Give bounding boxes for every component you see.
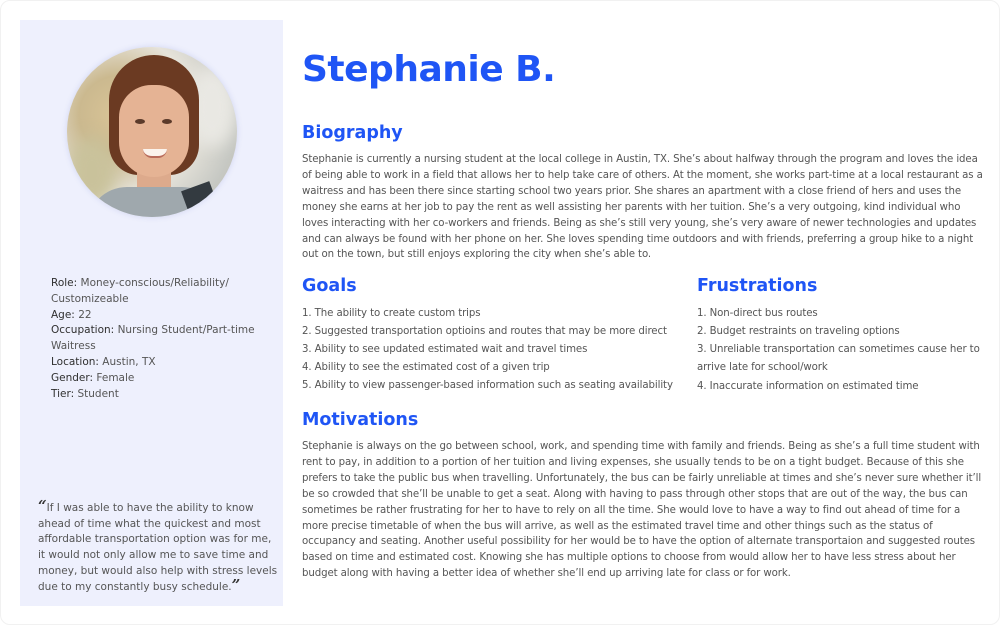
persona-quote bbox=[38, 497, 278, 595]
detail-tier bbox=[51, 387, 281, 403]
detail-label: Age: bbox=[51, 308, 75, 321]
goal-item: 3. Ability to see updated estimated wait and travel times bbox=[302, 344, 588, 355]
frustrations-heading: Frustrations bbox=[697, 276, 818, 296]
detail-label: Occupation: bbox=[51, 324, 115, 337]
quote-text: If I was able to have the ability to know ahead of time what the quickest and most affordable transportation option was for me, it would not only allow me to save time and money, but would also help with stress levels due to my constantly busy schedule. bbox=[38, 502, 278, 593]
detail-value: Student bbox=[77, 387, 119, 400]
frustration-item: 3. Unreliable transportation can sometimes cause her to arrive late for school/work bbox=[697, 344, 980, 373]
detail-role bbox=[51, 276, 281, 308]
goal-item: 5. Ability to view passenger-based information such as seating availability bbox=[302, 380, 673, 391]
biography-heading: Biography bbox=[302, 123, 403, 143]
detail-age bbox=[51, 308, 281, 324]
frustrations-list bbox=[697, 305, 987, 396]
biography-text: Stephanie is currently a nursing student at the local college in Austin, TX. She’s about halfway through the program and loves the idea of being able to work in a field that allows her to help take care of others. At the moment, she works part-time at a local restaurant as a waitress and has been there since starting school two years prior. She shares an apartment with a close friend of hers and uses the money she earns at her job to pay the rent as well assisting her parents with her tuition. She’s a very outgoing, kind individual who loves interacting with her co-workers and friends. Being as she’s still very young, she’s very aware of newer technologies and updates and can always be found with her phone on her. She loves spending time outdoors and with friends, preferring a group hike to a night out on the town, but still enjoys exploring the city when she’s able to. bbox=[302, 154, 983, 261]
detail-location bbox=[51, 355, 281, 371]
persona-name: Stephanie B. bbox=[302, 49, 556, 90]
detail-occupation bbox=[51, 323, 281, 355]
detail-label: Tier: bbox=[51, 387, 75, 400]
open-quote-icon: “ bbox=[38, 497, 47, 515]
detail-label: Gender: bbox=[51, 371, 94, 384]
frustration-item: 1. Non-direct bus routes bbox=[697, 308, 818, 319]
avatar bbox=[67, 47, 237, 217]
goals-list bbox=[302, 305, 692, 395]
goal-item: 1. The ability to create custom trips bbox=[302, 308, 481, 319]
detail-label: Role: bbox=[51, 277, 78, 289]
detail-value: Female bbox=[96, 371, 135, 384]
close-quote-icon: ” bbox=[231, 575, 241, 594]
detail-value: 22 bbox=[78, 308, 92, 321]
avatar-eye bbox=[135, 119, 145, 124]
motivations-text: Stephanie is always on the go between school, work, and spending time with family and friends. Being as she’s a full time student with rent to pay, in addition to a portion of her tuition and living expenses, she usually tends to be on a tight budget. Because of this she prefers to take the public bus when travelling. Unfortunately, the bus can be fairly unreliable at times and she’s never sure whether it’ll be so crowded that she’ll be unable to get a seat. Along with having to pass through other stops that are out of the way, the bus can sometimes be rather frustrating for her to have to rely on all the time. She would love to have a way to find out ahead of time for a more precise timetable of when the bus will arrive, as well as the estimated travel time and other things such as the status of occupancy and seating. Another useful possibility for her would be to have the option of alternate transportaion and suggested routes based on time and estimated cost. Knowing she has multiple options to choose from would allow her to have less stress about her budget along with having a better idea of whether she’ll end up arriving late for class or for work. bbox=[302, 441, 982, 580]
persona-details bbox=[51, 276, 281, 402]
detail-gender bbox=[51, 371, 281, 387]
goal-item: 2. Suggested transportation optioins and routes that may be more direct bbox=[302, 326, 667, 337]
persona-sidebar bbox=[20, 20, 283, 606]
detail-value: Money-conscious/Reliability/ Customizeable bbox=[51, 277, 229, 305]
detail-value: Nursing Student/Part-time Waitress bbox=[51, 324, 255, 353]
detail-label: Location: bbox=[51, 355, 99, 368]
avatar-face bbox=[119, 85, 189, 177]
goal-item: 4. Ability to see the estimated cost of a given trip bbox=[302, 362, 550, 373]
detail-value: Austin, TX bbox=[102, 355, 156, 368]
motivations-heading: Motivations bbox=[302, 410, 419, 430]
frustration-item: 2. Budget restraints on traveling options bbox=[697, 325, 900, 337]
avatar-eye bbox=[162, 119, 172, 124]
goals-heading: Goals bbox=[302, 276, 357, 296]
frustration-item: 4. Inaccurate information on estimated time bbox=[697, 381, 919, 392]
